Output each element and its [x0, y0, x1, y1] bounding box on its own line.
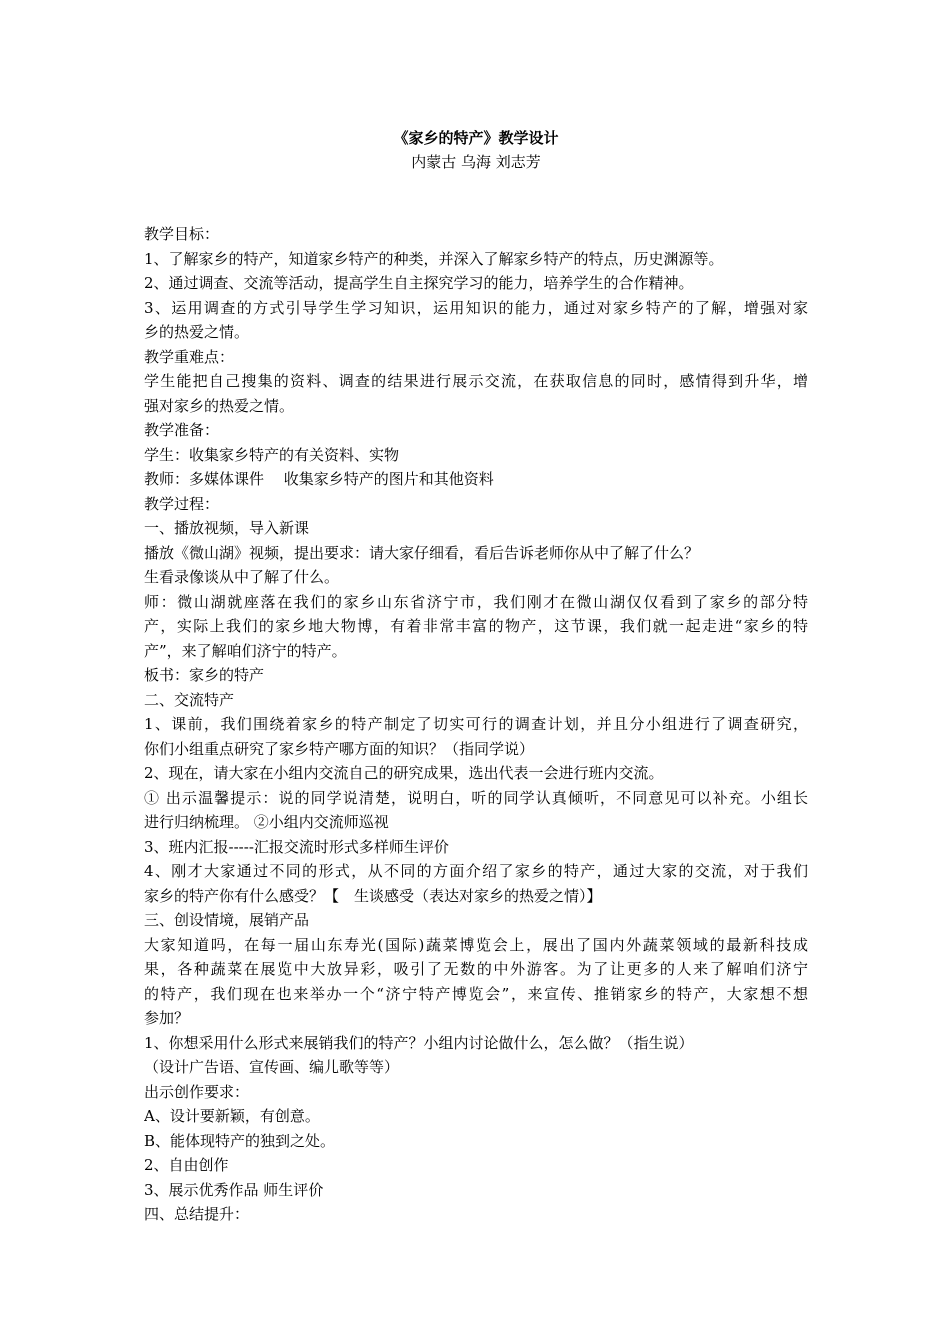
document-line: 四、总结提升： [144, 1205, 250, 1223]
document-line: 教学准备： [144, 421, 220, 439]
document-line: 教学过程： [144, 494, 220, 513]
document-line: 3、展示优秀作品 师生评价 [144, 1180, 324, 1199]
document-line: 你们小组重点研究了家乡特产哪方面的知识？（指同学说） [144, 739, 535, 758]
document-line: 师：微山湖就座落在我们的家乡山东省济宁市，我们刚才在微山湖仅仅看到了家乡的部分特 [144, 592, 808, 611]
document-line: 三、创设情境，展销产品 [144, 911, 310, 929]
document-line: 乡的热爱之情。 [144, 323, 250, 341]
document-line: 家乡的特产你有什么感受？【 生谈感受（表达对家乡的热爱之情）】 [144, 886, 602, 905]
document-line: 播放《微山湖》视频，提出要求：请大家仔细看，看后告诉老师你从中了解了什么？ [144, 543, 700, 562]
document-content [144, 222, 808, 1227]
document-line: 1、你想采用什么形式来展销我们的特产？小组内讨论做什么，怎么做？（指生说） [144, 1033, 694, 1052]
document-line: （设计广告语、宣传画、编儿歌等等） [144, 1058, 400, 1076]
document-line: 产”，来了解咱们济宁的特产。 [144, 641, 347, 660]
document-line: ① 出示温馨提示：说的同学说清楚，说明白，听的同学认真倾听，不同意见可以补充。小组长 [144, 788, 808, 807]
document-line: 强对家乡的热爱之情。 [144, 396, 295, 415]
document-line: 进行归纳梳理。 ②小组内交流师巡视 [144, 813, 389, 831]
document-line: 2、通过调查、交流等活动，提高学生自主探究学习的能力，培养学生的合作精神。 [144, 274, 694, 292]
document-line: 的特产，我们现在也来举办一个“济宁特产博览会”，来宣传、推销家乡的特产，大家想不想 [144, 984, 808, 1003]
document-line: 参加？ [144, 1009, 190, 1027]
document-author: 内蒙古 乌海 刘志芳 [411, 153, 541, 171]
document-line: 果，各种蔬菜在展览中大放异彩，吸引了无数的中外游客。为了让更多的人来了解咱们济宁 [144, 960, 808, 978]
document-line: 1、了解家乡的特产，知道家乡特产的种类，并深入了解家乡特产的特点，历史渊源等。 [144, 249, 724, 268]
document-line: 2、现在，请大家在小组内交流自己的研究成果，选出代表一会进行班内交流。 [144, 764, 664, 782]
document-line: 3、运用调查的方式引导学生学习知识，运用知识的能力，通过对家乡特产的了解，增强对家 [144, 298, 808, 317]
document-line: A、设计要新颖，有创意。 [144, 1107, 320, 1125]
document-line: 3、班内汇报-----汇报交流时形式多样师生评价 [144, 837, 449, 856]
document-line: 教学目标： [144, 225, 220, 243]
document-line: 出示创作要求： [144, 1082, 250, 1101]
document-line: 生看录像谈从中了解了什么。 [144, 568, 340, 586]
document-line: 二、交流特产 [144, 690, 235, 709]
document-title: 《家乡的特产》教学设计 [393, 129, 559, 147]
document-line: 产，实际上我们的家乡地大物博，有着非常丰富的物产，这节课，我们就一起走进“家乡的特 [144, 617, 808, 635]
document-line: 教师：多媒体课件 收集家乡特产的图片和其他资料 [144, 470, 494, 488]
document-line: 一、播放视频，导入新课 [144, 519, 310, 537]
document-line: 学生：收集家乡特产的有关资料、实物 [144, 445, 400, 464]
document-line: 大家知道吗，在每一届山东寿光(国际)蔬菜博览会上，展出了国内外蔬菜领域的最新科技成 [144, 935, 808, 954]
document-line: 学生能把自己搜集的资料、调查的结果进行展示交流，在获取信息的同时，感情得到升华，增 [144, 372, 808, 390]
document-line: 板书：家乡的特产 [144, 666, 265, 684]
title-spacer [144, 174, 808, 222]
document-line: 教学重难点： [144, 347, 235, 366]
document-line: B、能体现特产的独到之处。 [144, 1131, 336, 1150]
document-body [144, 126, 808, 1227]
document-line: 2、自由创作 [144, 1156, 229, 1174]
document-line: 4、刚才大家通过不同的形式，从不同的方面介绍了家乡的特产，通过大家的交流，对于我们 [144, 862, 808, 880]
document-line: 1、课前，我们围绕着家乡的特产制定了切实可行的调查计划，并且分小组进行了调查研究， [144, 715, 808, 733]
